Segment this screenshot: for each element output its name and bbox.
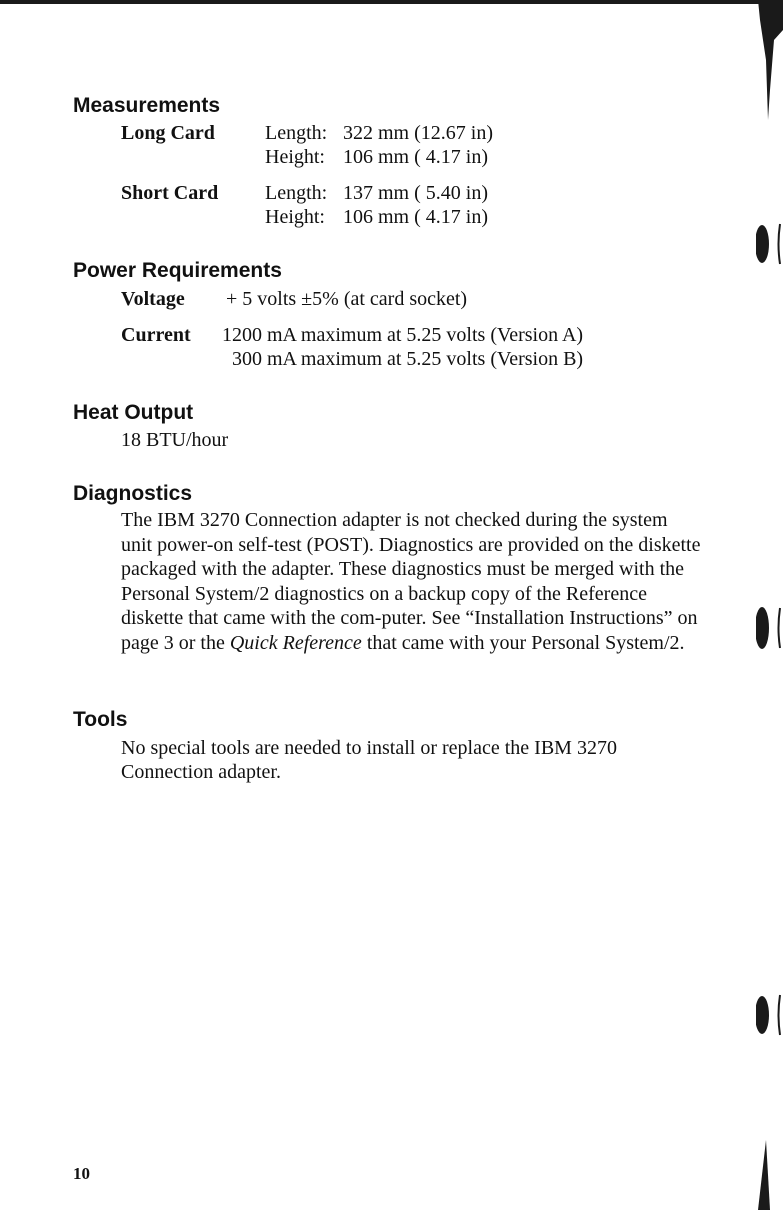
measurements-heading: Measurements <box>73 94 221 117</box>
long-card-label: Long Card <box>121 122 215 144</box>
diagnostics-text-end: that came with your Personal System/2. <box>361 631 685 654</box>
long-card-height-key: Height: <box>265 146 325 168</box>
top-rule <box>0 0 770 4</box>
diagnostics-heading: Diagnostics <box>73 482 193 505</box>
voltage-label: Voltage <box>121 288 185 310</box>
tools-heading: Tools <box>73 708 128 731</box>
current-label: Current <box>121 324 191 346</box>
short-card-height-value: 106 mm ( 4.17 in) <box>343 206 488 228</box>
power-requirements-heading: Power Requirements <box>73 259 282 282</box>
long-card-length-key: Length: <box>265 122 328 144</box>
quick-reference-title: Quick Reference <box>229 631 362 654</box>
page-number: 10 <box>73 1164 90 1183</box>
long-card-height-value: 106 mm ( 4.17 in) <box>343 146 488 168</box>
diagnostics-paragraph <box>121 508 701 655</box>
tools-text-line-2: Connection adapter. <box>121 761 281 783</box>
heat-output-heading: Heat Output <box>73 401 194 424</box>
binding-edge-decoration <box>756 0 783 1210</box>
short-card-length-key: Length: <box>265 182 328 204</box>
heat-output-value: 18 BTU/hour <box>121 429 229 451</box>
short-card-length-value: 137 mm ( 5.40 in) <box>343 182 488 204</box>
long-card-length-value: 322 mm (12.67 in) <box>343 122 493 144</box>
diagnostics-text-main: The IBM 3270 Connection adapter is not checked during the system unit power-on self-test (POST). Diagnostics are provided on the diskette packaged with the adapter. These diagnostics must be merged with the Personal System/2 diagnostics on a backup copy of the Reference diskette that came with the com-puter. See “Installation Instructions” on page 3 or the <box>121 509 701 654</box>
current-value-version-b: 300 mA maximum at 5.25 volts (Version B) <box>232 348 584 370</box>
voltage-value: + 5 volts ±5% (at card socket) <box>226 288 468 310</box>
tools-text-line-1: No special tools are needed to install or replace the IBM 3270 <box>121 737 617 759</box>
short-card-height-key: Height: <box>265 206 325 228</box>
current-value-version-a: 1200 mA maximum at 5.25 volts (Version A) <box>222 324 584 346</box>
short-card-label: Short Card <box>121 182 219 204</box>
